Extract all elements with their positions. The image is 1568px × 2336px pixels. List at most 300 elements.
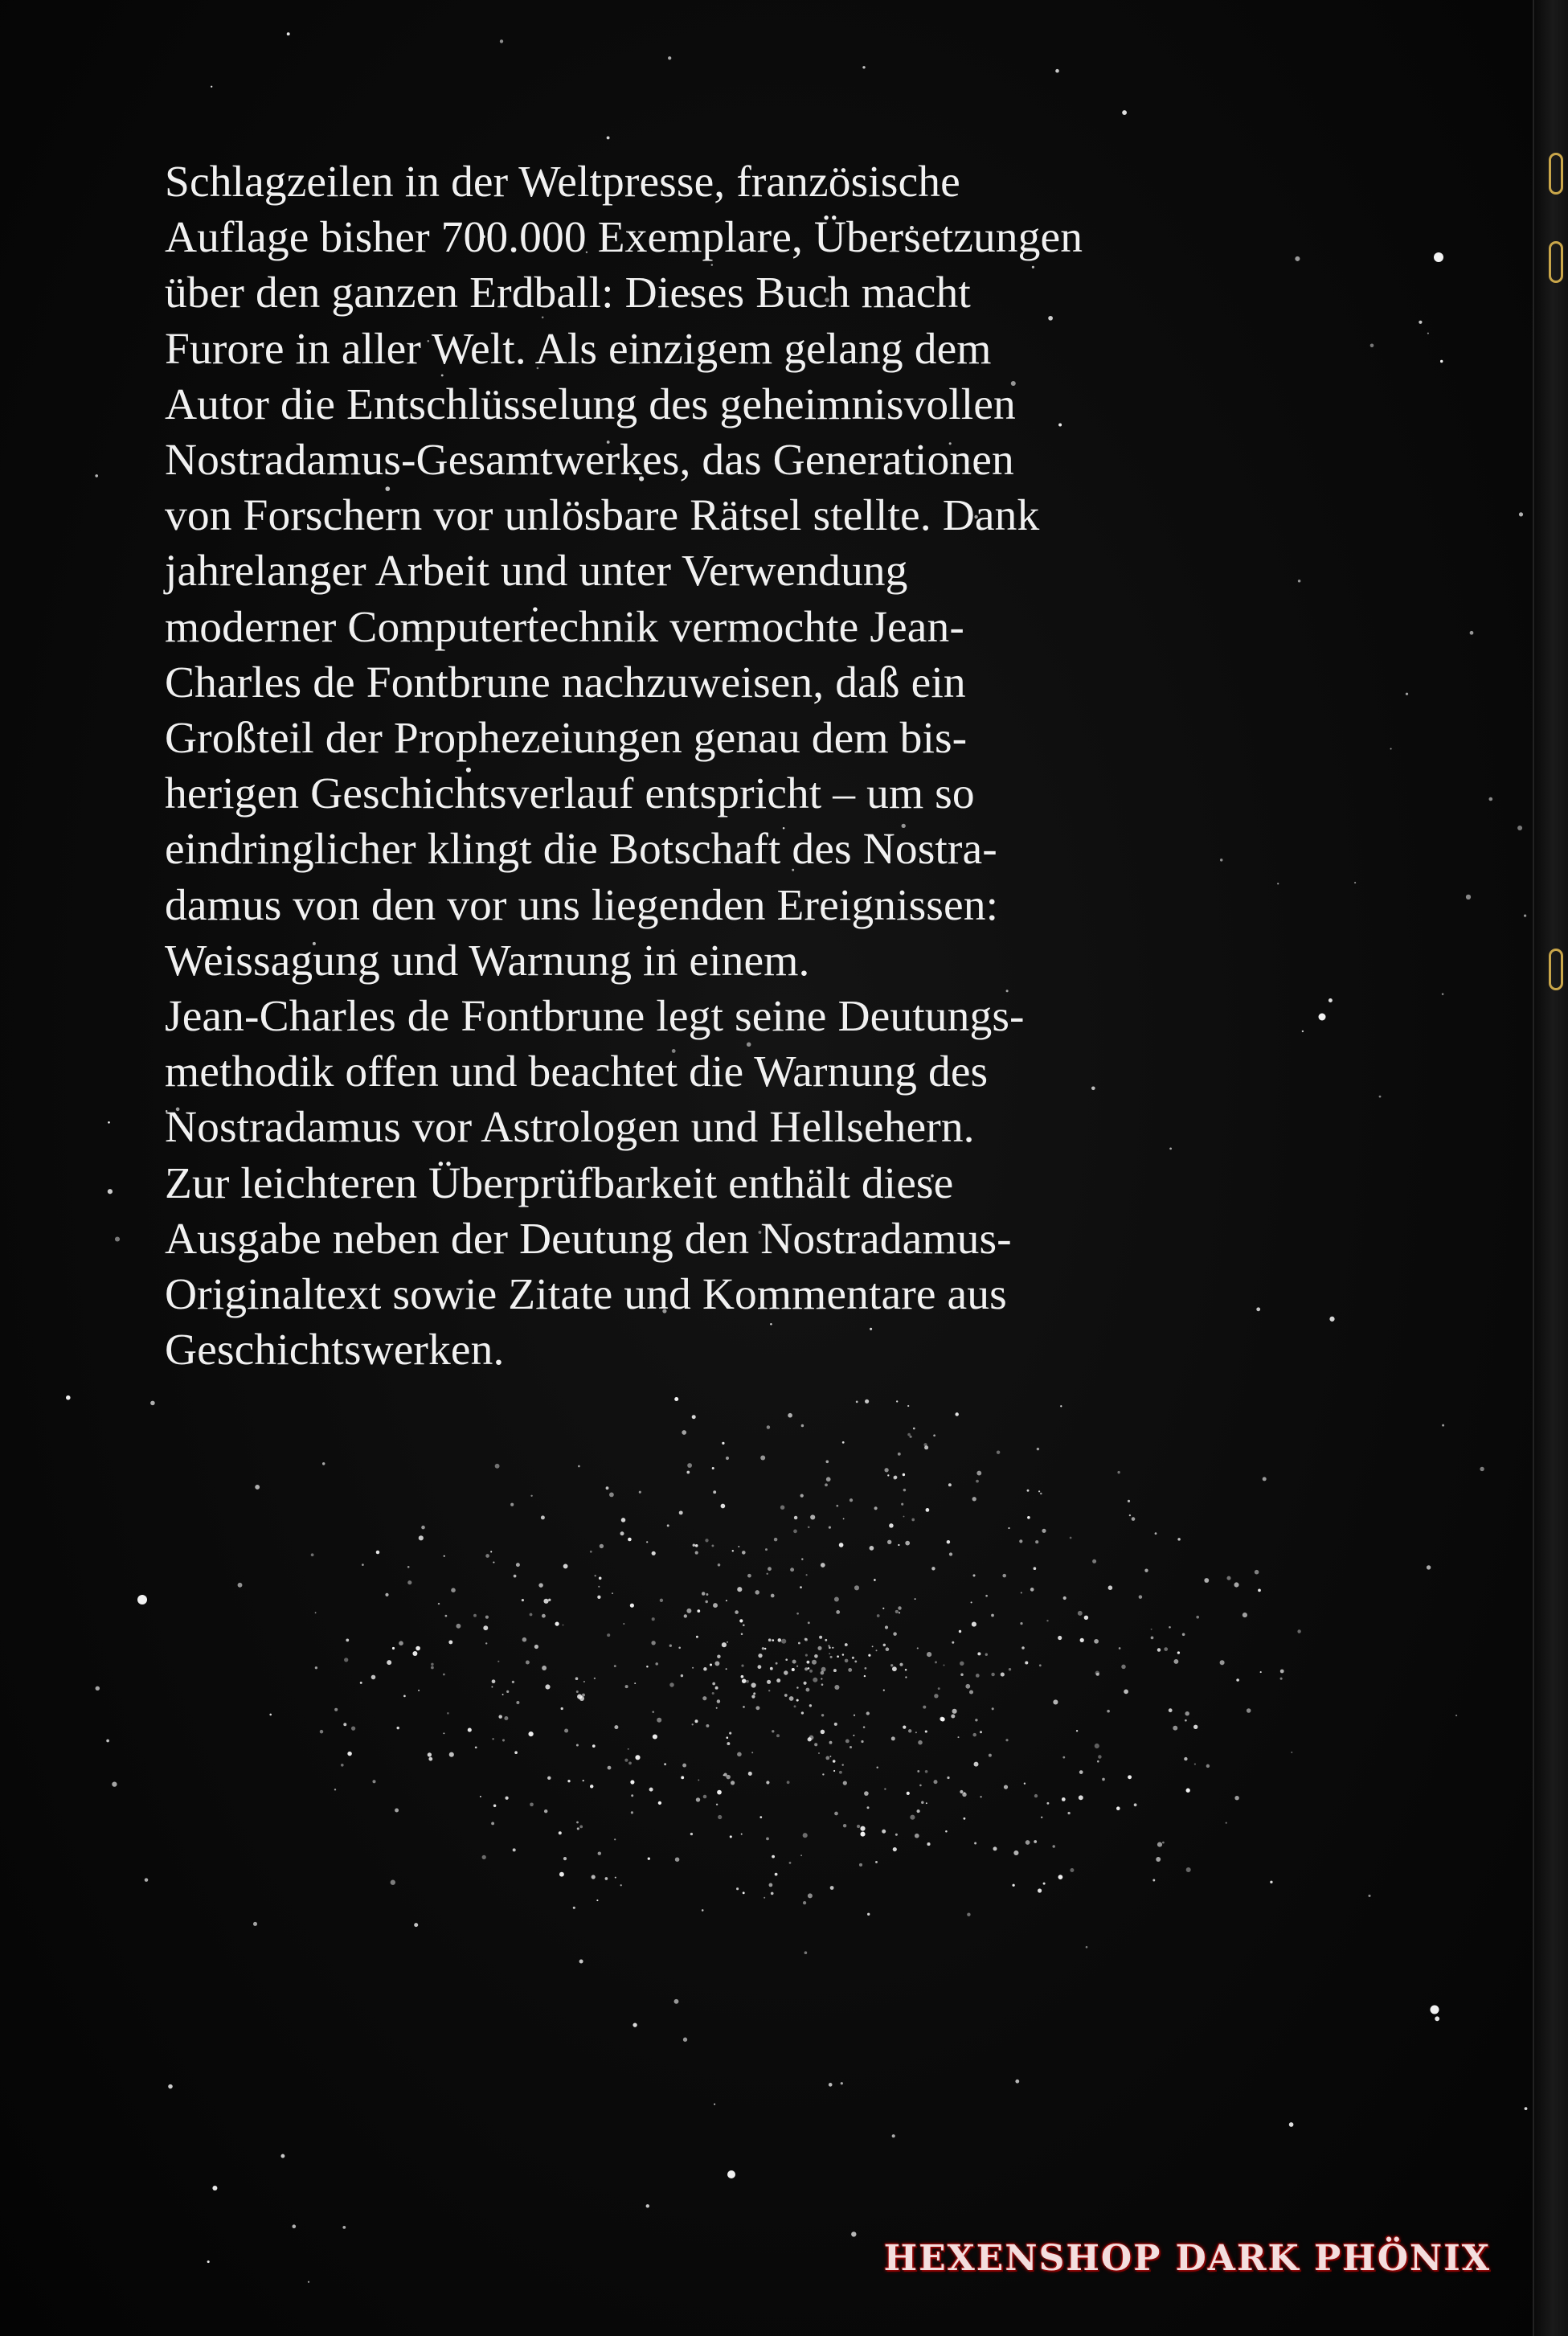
- watermark-logo: HEXENSHOP DARK PHÖNIX: [883, 2238, 1491, 2279]
- star-dot: [1039, 1664, 1042, 1666]
- star-dot: [851, 2231, 856, 2236]
- star-dot: [1517, 826, 1522, 830]
- star-dot: [344, 1658, 348, 1662]
- star-dot: [800, 1854, 802, 1856]
- star-dot: [899, 1663, 903, 1666]
- star-dot: [837, 1655, 839, 1658]
- star-dot: [145, 1878, 149, 1882]
- star-dot: [559, 1872, 564, 1877]
- spine-emblem-icon: [1549, 241, 1563, 283]
- star-dot: [731, 1781, 735, 1785]
- star-dot: [1173, 1659, 1178, 1664]
- star-dot: [690, 1833, 693, 1835]
- star-dot: [883, 1690, 885, 1691]
- star-dot: [1379, 1096, 1382, 1098]
- star-dot: [717, 1790, 722, 1795]
- star-dot: [1034, 1567, 1037, 1570]
- star-dot: [976, 1480, 979, 1483]
- star-dot: [905, 1669, 907, 1671]
- star-dot: [965, 1684, 970, 1689]
- star-dot: [293, 2224, 297, 2228]
- star-dot: [705, 1539, 708, 1542]
- star-dot: [814, 1654, 818, 1658]
- star-dot: [1086, 1946, 1088, 1949]
- star-dot: [931, 1567, 935, 1570]
- star-dot: [1442, 1424, 1444, 1427]
- star-dot: [1234, 1582, 1238, 1587]
- star-dot: [686, 1471, 690, 1474]
- star-dot: [492, 1738, 493, 1740]
- star-dot: [1062, 1797, 1066, 1801]
- star-dot: [907, 1433, 911, 1436]
- star-dot: [959, 1630, 961, 1633]
- blurb-line: Auflage bisher 700.000 Exemplare, Übersetzungen: [165, 213, 1083, 263]
- star-dot: [969, 1690, 973, 1694]
- star-dot: [991, 1614, 994, 1617]
- star-dot: [579, 1960, 583, 1964]
- star-dot: [883, 1644, 886, 1646]
- star-dot: [1094, 1639, 1099, 1644]
- star-dot: [821, 1667, 826, 1672]
- star-dot: [1151, 1637, 1154, 1640]
- star-dot: [514, 1751, 518, 1754]
- star-dot: [845, 1659, 849, 1663]
- star-dot: [1291, 1752, 1292, 1753]
- star-dot: [781, 1639, 786, 1644]
- star-dot: [1079, 1795, 1083, 1800]
- star-dot: [917, 1647, 919, 1649]
- star-dot: [1236, 1678, 1239, 1682]
- star-dot: [633, 2022, 637, 2027]
- star-dot: [886, 1647, 890, 1651]
- star-dot: [805, 1654, 808, 1657]
- star-dot: [778, 1638, 782, 1642]
- star-dot: [506, 1691, 509, 1693]
- star-dot: [845, 1739, 850, 1743]
- blurb-line: Ausgabe neben der Deutung den Nostradamus-: [165, 1214, 1012, 1264]
- star-dot: [955, 1412, 958, 1416]
- star-dot: [742, 1551, 746, 1555]
- star-dot: [848, 1668, 852, 1672]
- star-dot: [497, 1661, 499, 1662]
- star-dot: [853, 1735, 854, 1736]
- star-dot: [764, 1897, 765, 1899]
- star-dot: [877, 1614, 880, 1617]
- star-dot: [759, 1816, 762, 1818]
- star-dot: [856, 1401, 858, 1404]
- star-dot: [334, 1789, 336, 1790]
- star-dot: [726, 1736, 728, 1739]
- star-dot: [829, 1756, 831, 1757]
- star-dot: [1525, 2107, 1528, 2110]
- star-dot: [108, 1189, 113, 1194]
- star-dot: [717, 1654, 720, 1658]
- star-dot: [887, 1474, 889, 1476]
- star-dot: [500, 39, 503, 43]
- star-dot: [874, 1579, 876, 1581]
- star-dot: [362, 1563, 364, 1566]
- star-dot: [804, 1638, 808, 1641]
- star-dot: [1155, 1532, 1157, 1535]
- star-dot: [957, 1736, 959, 1738]
- star-dot: [927, 1652, 931, 1657]
- star-dot: [1270, 1881, 1272, 1883]
- star-dot: [1076, 1730, 1078, 1732]
- star-dot: [804, 1667, 808, 1670]
- star-dot: [768, 1567, 772, 1571]
- star-dot: [867, 1913, 870, 1916]
- star-dot: [903, 1726, 906, 1729]
- star-dot: [692, 1723, 694, 1725]
- star-dot: [652, 1711, 654, 1713]
- star-dot: [396, 1727, 399, 1729]
- star-dot: [623, 1623, 624, 1625]
- star-dot: [927, 1842, 930, 1846]
- star-dot: [1173, 1726, 1177, 1731]
- star-dot: [767, 1680, 771, 1684]
- star-dot: [590, 1551, 592, 1553]
- star-dot: [801, 1424, 804, 1428]
- star-dot: [684, 1614, 687, 1617]
- star-dot: [743, 1706, 745, 1708]
- star-dot: [893, 1847, 897, 1851]
- star-dot: [491, 1822, 494, 1825]
- star-dot: [768, 1690, 770, 1691]
- star-dot: [771, 1594, 775, 1598]
- star-dot: [579, 1696, 584, 1701]
- star-dot: [905, 1541, 910, 1546]
- star-dot: [438, 1603, 440, 1604]
- star-dot: [1040, 1493, 1042, 1495]
- star-dot: [342, 2226, 346, 2229]
- star-dot: [1204, 1578, 1209, 1583]
- star-dot: [351, 1726, 355, 1730]
- star-dot: [1194, 1764, 1196, 1765]
- star-dot: [712, 1692, 714, 1695]
- star-dot: [475, 1746, 477, 1748]
- star-dot: [696, 1636, 698, 1638]
- star-dot: [706, 1593, 708, 1596]
- star-dot: [947, 1540, 951, 1544]
- star-dot: [741, 1664, 743, 1666]
- star-dot: [989, 1754, 992, 1757]
- star-dot: [485, 1642, 487, 1644]
- star-dot: [538, 1583, 542, 1587]
- blurb-line: Weissagung und Warnung in einem.: [165, 936, 810, 986]
- star-dot: [774, 1538, 778, 1542]
- star-dot: [814, 1743, 817, 1746]
- star-dot: [891, 1736, 895, 1740]
- star-dot: [899, 1612, 900, 1613]
- star-dot: [892, 2134, 895, 2137]
- star-dot: [1063, 1596, 1066, 1600]
- star-dot: [576, 1822, 579, 1824]
- star-dot: [976, 1674, 980, 1678]
- star-dot: [646, 1666, 649, 1668]
- star-dot: [1107, 1710, 1110, 1713]
- star-dot: [829, 1646, 831, 1649]
- star-dot: [933, 1434, 935, 1436]
- star-dot: [1030, 1588, 1034, 1592]
- star-dot: [980, 1796, 981, 1797]
- star-dot: [864, 1791, 869, 1796]
- star-dot: [830, 1656, 833, 1658]
- star-dot: [947, 1777, 949, 1779]
- spine-emblem-icon: [1549, 949, 1563, 990]
- blurb-line: Furore in aller Welt. Als einzigem gelang dem: [165, 324, 992, 374]
- star-dot: [743, 1624, 745, 1626]
- star-dot: [1078, 1611, 1083, 1616]
- blurb-line: Schlagzeilen in der Weltpresse, französische: [165, 158, 960, 207]
- star-dot: [576, 1744, 579, 1747]
- star-dot: [1001, 1673, 1005, 1677]
- star-dot: [1043, 1883, 1046, 1885]
- star-dot: [741, 1834, 743, 1835]
- star-dot: [948, 1483, 952, 1486]
- star-dot: [1139, 1595, 1143, 1599]
- star-dot: [485, 1554, 489, 1558]
- star-dot: [716, 1804, 718, 1805]
- star-dot: [1519, 512, 1523, 516]
- star-dot: [1055, 69, 1059, 73]
- star-dot: [655, 1662, 658, 1666]
- star-dot: [1280, 1678, 1283, 1680]
- star-dot: [896, 1400, 898, 1402]
- star-dot: [854, 1661, 857, 1663]
- star-dot: [808, 1737, 812, 1741]
- star-dot: [66, 1395, 71, 1400]
- star-dot: [631, 1811, 633, 1813]
- star-dot: [793, 1530, 797, 1534]
- star-dot: [874, 1506, 878, 1510]
- star-dot: [819, 1636, 822, 1639]
- star-dot: [621, 1518, 626, 1522]
- star-dot: [695, 1719, 698, 1723]
- star-dot: [1116, 1806, 1120, 1810]
- star-dot: [907, 1405, 909, 1407]
- star-dot: [758, 1654, 762, 1658]
- star-dot: [841, 1764, 843, 1765]
- star-dot: [630, 1604, 634, 1608]
- star-dot: [492, 1679, 496, 1683]
- star-dot: [343, 1723, 346, 1726]
- star-dot: [854, 1715, 855, 1716]
- star-dot: [859, 1863, 862, 1867]
- blurb-line: methodik offen und beachtet die Warnung des: [165, 1047, 989, 1097]
- star-dot: [628, 1538, 632, 1542]
- star-dot: [1097, 1760, 1099, 1763]
- star-dot: [686, 1609, 691, 1613]
- star-dot: [542, 1614, 546, 1618]
- star-dot: [579, 1826, 583, 1829]
- star-dot: [767, 1425, 770, 1428]
- star-dot: [106, 1740, 109, 1743]
- star-dot: [741, 1675, 744, 1678]
- star-dot: [789, 1862, 792, 1864]
- star-dot: [1013, 1850, 1018, 1855]
- star-dot: [1027, 1490, 1030, 1492]
- star-dot: [806, 1661, 809, 1664]
- star-dot: [648, 1858, 650, 1860]
- star-dot: [828, 1645, 829, 1646]
- star-dot: [529, 1732, 534, 1736]
- star-dot: [1021, 1592, 1022, 1593]
- star-dot: [346, 1639, 349, 1642]
- star-dot: [775, 1873, 778, 1876]
- star-dot: [893, 1476, 897, 1480]
- star-dot: [852, 1657, 854, 1659]
- star-dot: [917, 1809, 920, 1813]
- star-dot: [1005, 1739, 1008, 1741]
- blurb-line: herigen Geschichtsverlauf entspricht – um so: [165, 769, 975, 819]
- star-dot: [1035, 1540, 1038, 1543]
- star-dot: [112, 1781, 117, 1786]
- star-dot: [95, 474, 98, 477]
- star-dot: [498, 1715, 502, 1719]
- star-dot: [792, 1668, 795, 1671]
- star-dot: [703, 1795, 707, 1799]
- star-dot: [843, 1518, 845, 1520]
- star-dot: [803, 1833, 808, 1838]
- star-dot: [938, 1687, 940, 1690]
- star-dot: [1067, 1812, 1070, 1814]
- star-dot: [804, 1682, 807, 1685]
- star-dot: [884, 1468, 888, 1472]
- star-dot: [612, 1592, 613, 1594]
- star-dot: [1015, 2080, 1019, 2084]
- star-dot: [721, 1504, 726, 1509]
- star-dot: [315, 1666, 317, 1669]
- star-dot: [1488, 797, 1492, 801]
- star-dot: [692, 1667, 694, 1669]
- blurb-line: Originaltext sowie Zitate und Kommentare aus: [165, 1270, 1007, 1320]
- star-dot: [1038, 1490, 1040, 1492]
- star-dot: [1117, 1471, 1120, 1473]
- star-dot: [628, 1748, 629, 1750]
- star-dot: [800, 1494, 804, 1497]
- star-dot: [582, 1694, 585, 1697]
- star-dot: [789, 1696, 794, 1701]
- star-dot: [696, 1797, 700, 1801]
- star-dot: [925, 1730, 927, 1732]
- star-dot: [991, 1673, 994, 1676]
- star-dot: [443, 1674, 445, 1676]
- star-dot: [664, 1763, 666, 1765]
- star-dot: [772, 1639, 774, 1641]
- star-dot: [718, 1815, 722, 1819]
- star-dot: [697, 1609, 700, 1613]
- star-dot: [829, 2083, 833, 2087]
- blurb-line: von Forschern vor unlösbare Rätsel stellte. Dank: [165, 491, 1040, 541]
- star-dot: [1177, 1538, 1181, 1541]
- star-dot: [308, 2281, 309, 2283]
- star-dot: [1206, 1764, 1210, 1768]
- star-dot: [1255, 1570, 1259, 1575]
- star-dot: [1008, 1527, 1009, 1529]
- star-dot: [711, 1544, 714, 1547]
- star-dot: [598, 1851, 601, 1854]
- star-dot: [1108, 1585, 1113, 1590]
- star-dot: [872, 1645, 874, 1647]
- star-dot: [563, 1563, 568, 1568]
- star-dot: [1156, 1857, 1161, 1862]
- spine-emblem-icon: [1549, 153, 1563, 195]
- star-dot: [387, 1660, 391, 1665]
- star-dot: [669, 1682, 673, 1686]
- star-dot: [1368, 1895, 1370, 1897]
- star-dot: [1124, 1690, 1128, 1695]
- star-dot: [1002, 1574, 1006, 1578]
- star-dot: [1435, 2016, 1439, 2021]
- star-dot: [755, 1590, 759, 1594]
- star-dot: [739, 1619, 743, 1622]
- star-dot: [903, 1516, 905, 1518]
- star-dot: [926, 1802, 927, 1804]
- star-dot: [1440, 360, 1443, 363]
- star-dot: [108, 1121, 110, 1124]
- star-dot: [150, 1401, 155, 1406]
- star-dot: [985, 1595, 988, 1597]
- star-dot: [943, 1664, 944, 1666]
- star-dot: [882, 1830, 886, 1834]
- star-dot: [541, 1515, 545, 1519]
- star-dot: [854, 1585, 859, 1590]
- blurb-line: jahrelanger Arbeit und unter Verwendung: [165, 547, 908, 596]
- star-dot: [829, 1527, 831, 1529]
- star-dot: [578, 1465, 580, 1468]
- star-dot: [347, 1752, 352, 1756]
- star-dot: [702, 1592, 705, 1595]
- star-dot: [480, 1796, 481, 1797]
- star-dot: [1234, 1796, 1238, 1800]
- star-dot: [555, 1622, 559, 1626]
- star-dot: [269, 1714, 272, 1716]
- star-dot: [485, 1616, 489, 1619]
- star-dot: [692, 1415, 696, 1419]
- star-dot: [1080, 1638, 1084, 1642]
- star-dot: [716, 1707, 718, 1709]
- star-dot: [903, 1489, 907, 1492]
- star-dot: [412, 1651, 417, 1656]
- star-dot: [876, 1767, 878, 1768]
- star-dot: [718, 1563, 721, 1567]
- star-dot: [522, 1599, 524, 1601]
- star-dot: [674, 1999, 679, 2004]
- star-dot: [695, 1544, 698, 1547]
- star-dot: [594, 1678, 596, 1679]
- star-dot: [1319, 1014, 1326, 1021]
- star-dot: [567, 1780, 570, 1782]
- star-dot: [890, 1664, 893, 1666]
- star-dot: [850, 1746, 852, 1748]
- star-dot: [698, 1779, 699, 1781]
- star-dot: [456, 1624, 461, 1629]
- star-dot: [945, 1830, 948, 1833]
- star-dot: [726, 1668, 727, 1670]
- blurb-line: Nostradamus vor Astrologen und Hellsehern.: [165, 1103, 975, 1153]
- star-dot: [790, 1568, 794, 1572]
- star-dot: [860, 1826, 865, 1831]
- star-dot: [399, 1641, 403, 1645]
- star-dot: [628, 1762, 632, 1765]
- star-dot: [834, 1597, 839, 1602]
- star-dot: [1258, 1589, 1261, 1592]
- star-dot: [1243, 1613, 1247, 1617]
- star-dot: [605, 1877, 608, 1880]
- star-dot: [634, 1682, 636, 1684]
- star-dot: [597, 1596, 600, 1599]
- blurb-line: Zur leichteren Überprüfbarkeit enthält diese: [165, 1158, 954, 1208]
